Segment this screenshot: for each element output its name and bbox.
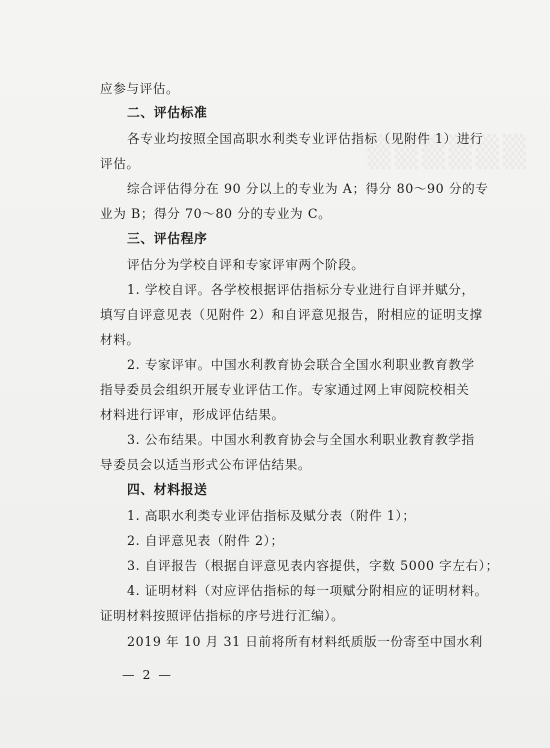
text-line: 指导委员会组织开展专业评估工作。专家通过网上审阅院校相关 bbox=[100, 382, 470, 397]
text-line: 评估分为学校自评和专家评审两个阶段。 bbox=[127, 257, 365, 272]
text-line: 业为 B；得分 70～80 分的专业为 C。 bbox=[100, 206, 332, 221]
text-line: 1. 学校自评。各学校根据评估指标分专业进行自评并赋分， bbox=[127, 282, 475, 297]
text-line: 1. 高职水利类专业评估指标及赋分表（附件 1）； bbox=[127, 508, 416, 523]
text-line: 填写自评意见表（见附件 2）和自评意见报告，附相应的证明支撑 bbox=[100, 307, 483, 322]
text-line: 导委员会以适当形式公布评估结果。 bbox=[100, 457, 312, 472]
section-heading-procedure: 三、评估程序 bbox=[127, 232, 208, 247]
show-through-watermark: ▒▒▒▒▒▒ bbox=[367, 135, 530, 170]
text-line: 4. 证明材料（对应评估指标的每一项赋分附相应的证明材料。 bbox=[127, 583, 488, 598]
text-line: 材料。 bbox=[100, 332, 140, 347]
section-heading-standards: 二、评估标准 bbox=[127, 106, 208, 121]
text-line: 材料进行评审，形成评估结果。 bbox=[100, 407, 285, 422]
text-line: 3. 公布结果。中国水利教育协会与全国水利职业教育教学指 bbox=[127, 432, 475, 447]
text-line: 各专业均按照全国高职水利类专业评估指标（见附件 1）进行 bbox=[127, 131, 484, 146]
section-heading-materials: 四、材料报送 bbox=[127, 483, 208, 498]
text-line: 2019 年 10 月 31 日前将所有材料纸质版一份寄至中国水利 bbox=[127, 634, 483, 649]
text-line: 3. 自评报告（根据自评意见表内容提供，字数 5000 字左右）； bbox=[127, 558, 499, 573]
text-line: 应参与评估。 bbox=[100, 81, 180, 96]
text-line: 综合评估得分在 90 分以上的专业为 A；得分 80～90 分的专 bbox=[127, 181, 489, 196]
text-line: 2. 专家评审。中国水利教育协会联合全国水利职业教育教学 bbox=[127, 357, 475, 372]
text-line: 证明材料按照评估指标的序号进行汇编）。 bbox=[100, 608, 345, 623]
text-line: 2. 自评意见表（附件 2）； bbox=[127, 533, 284, 548]
page-number: — 2 — bbox=[122, 667, 173, 682]
text-line: 评估。 bbox=[100, 156, 140, 171]
